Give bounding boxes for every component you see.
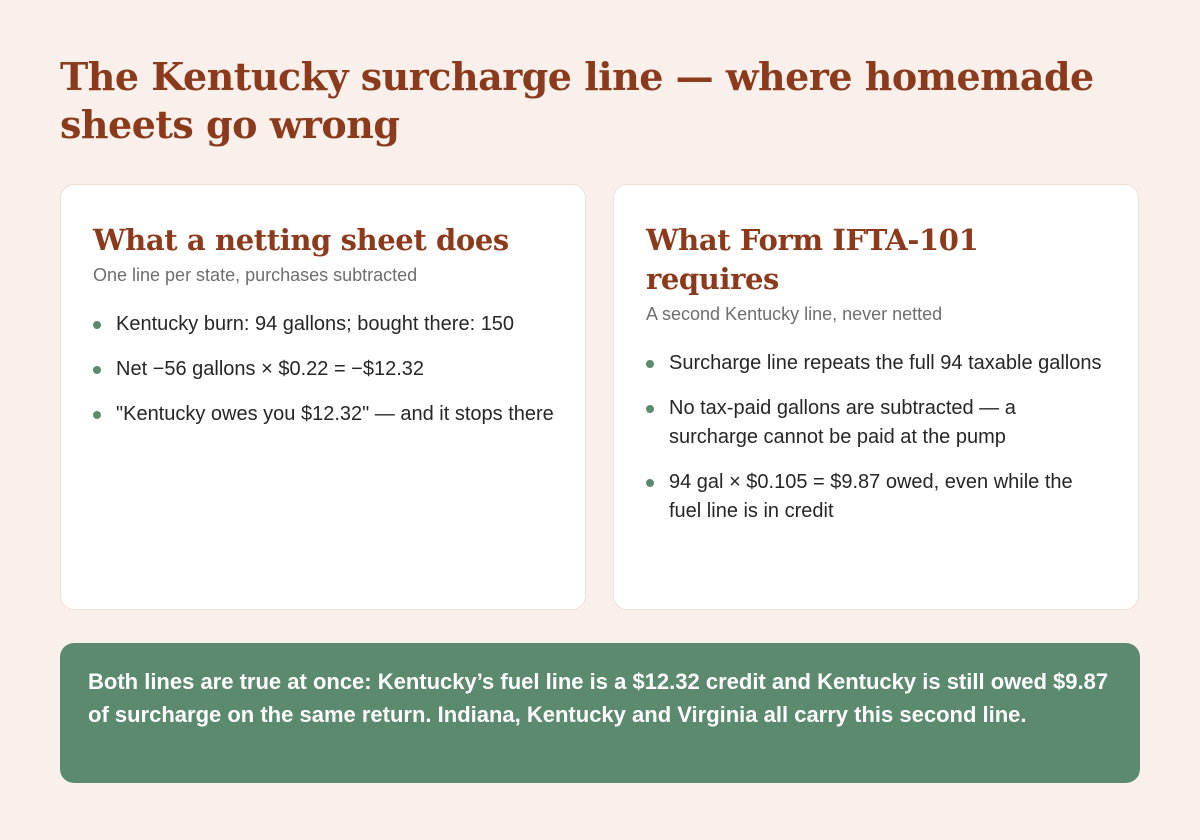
bullet-text: "Kentucky owes you $12.32" — and it stops there [116,403,554,425]
bullet-dot-icon [646,360,654,368]
page-title: The Kentucky surcharge line — where homemade sheets go wrong [60,54,1094,147]
list-item [93,310,555,339]
bullet-dot-icon [93,321,101,329]
bullet-text: Surcharge line repeats the full 94 taxable gallons [669,352,1102,374]
card-title: What Form IFTA-101 requires [646,223,979,296]
bullet-dot-icon [646,405,654,413]
bullet-text: No tax-paid gallons are subtracted — a surcharge cannot be paid at the pump [669,397,1016,448]
list-item [646,394,1108,452]
summary-callout: Both lines are true at once: Kentucky’s fuel line is a $12.32 credit and Kentucky is still owed $9.87 of surcharge on the same return. Indiana, Kentucky and Virginia all carry this second line. [60,643,1140,783]
list-item [646,349,1108,378]
card-subtitle: One line per state, purchases subtracted [93,265,418,285]
bullet-list [646,349,1108,526]
list-item [93,355,555,384]
card-subtitle: A second Kentucky line, never netted [646,304,943,324]
bullet-list [93,310,555,429]
bullet-dot-icon [93,366,101,374]
list-item [646,468,1108,526]
bullet-text: Net −56 gallons × $0.22 = −$12.32 [116,358,425,380]
bullet-dot-icon [646,479,654,487]
list-item [93,400,555,429]
bullet-text: 94 gal × $0.105 = $9.87 owed, even while the fuel line is in credit [669,471,1073,522]
ifta-101-card [613,184,1139,610]
card-title: What a netting sheet does [93,223,509,257]
netting-sheet-card [60,184,586,610]
bullet-text: Kentucky burn: 94 gallons; bought there: 150 [116,313,515,335]
bullet-dot-icon [93,411,101,419]
